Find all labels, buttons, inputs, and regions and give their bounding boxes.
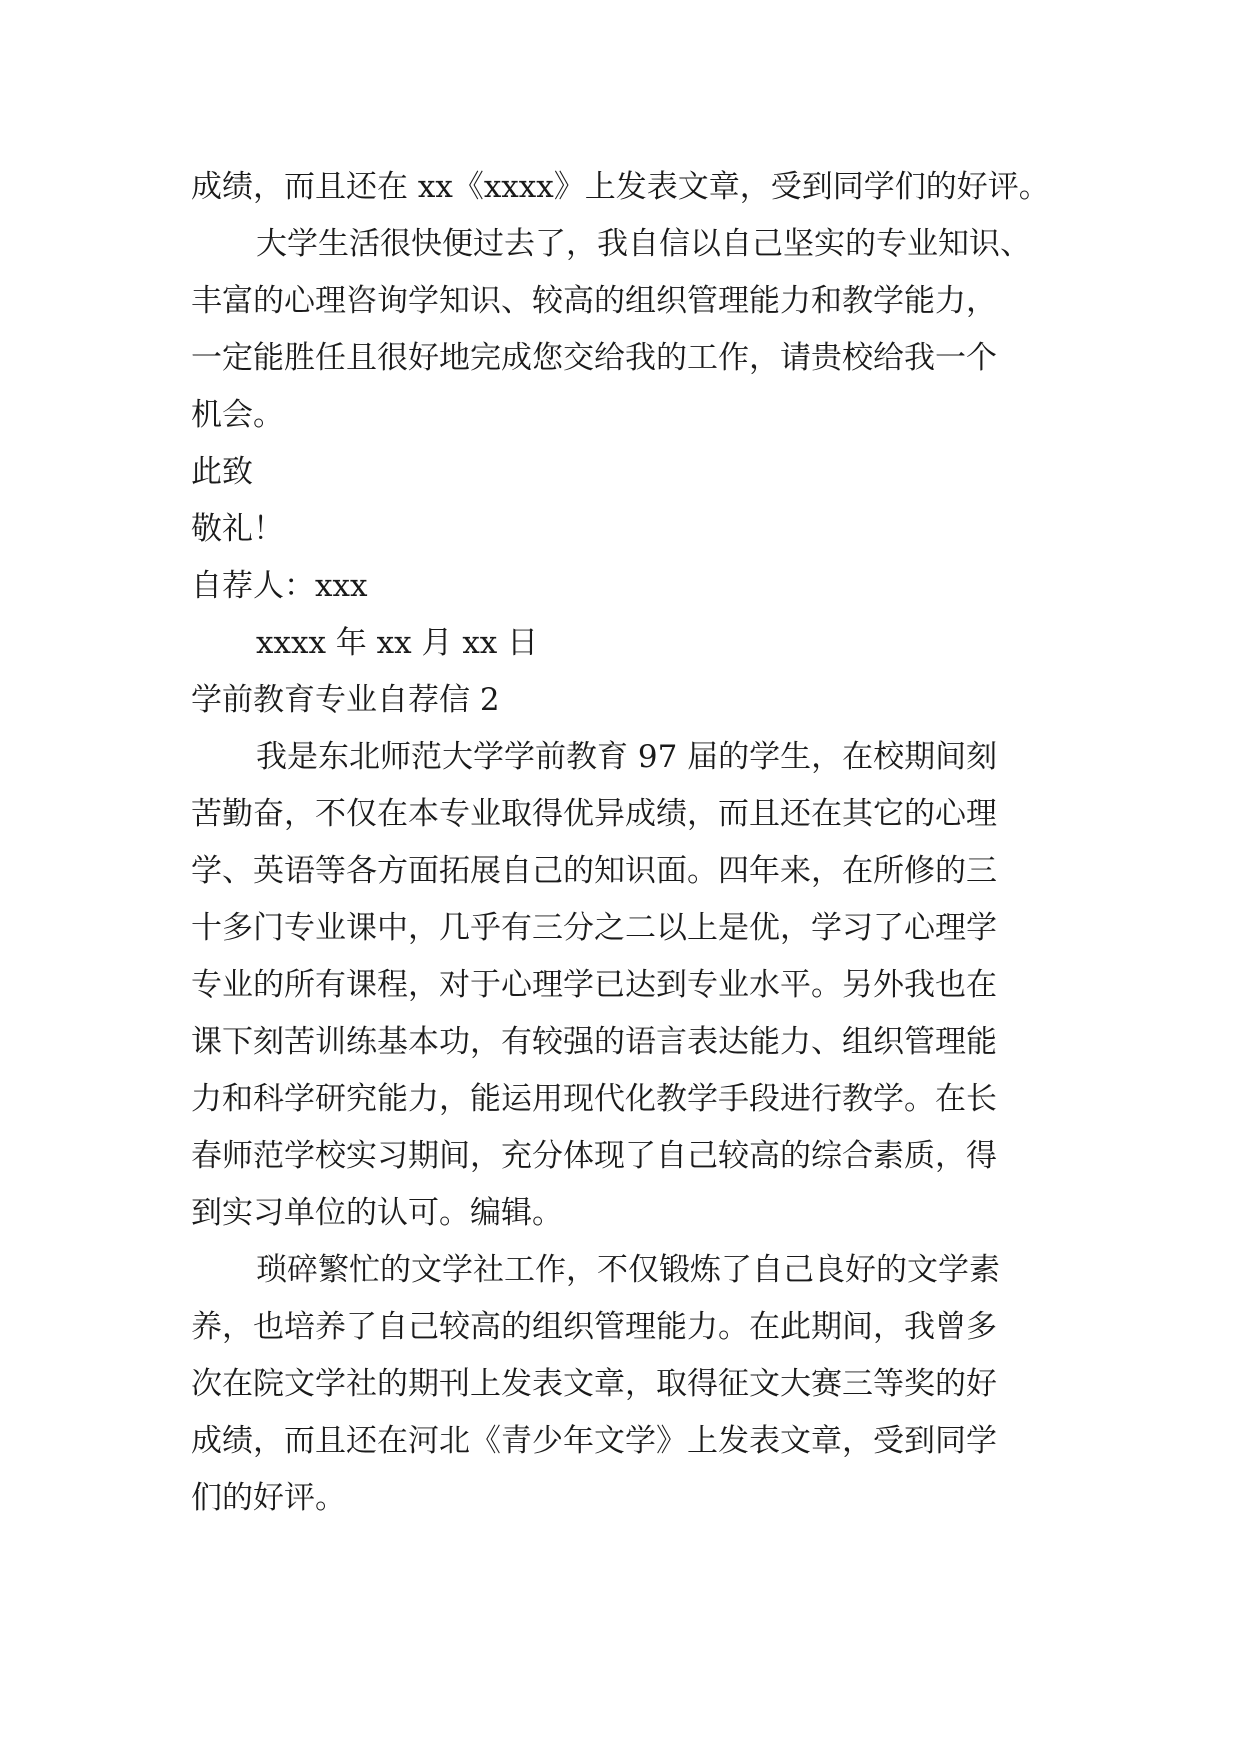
paragraph-first-line: 大学生活很快便过去了，我自信以自己坚实的专业知识、 <box>256 226 1031 262</box>
text-line: 春师范学校实习期间，充分体现了自己较高的综合素质，得 <box>191 1138 997 1174</box>
paragraph-first-line: 琐碎繁忙的文学社工作，不仅锻炼了自己良好的文学素 <box>256 1252 1000 1288</box>
date-line: xxxx 年 xx 月 xx 日 <box>256 625 539 661</box>
text-line: 学、英语等各方面拓展自己的知识面。四年来，在所修的三 <box>191 853 997 889</box>
text-line: 到实习单位的认可。编辑。 <box>191 1195 563 1231</box>
text-line: 机会。 <box>191 397 284 433</box>
text-line: 养，也培养了自己较高的组织管理能力。在此期间，我曾多 <box>191 1309 997 1345</box>
text-line: 力和科学研究能力，能运用现代化教学手段进行教学。在长 <box>191 1081 997 1117</box>
text-line: 专业的所有课程，对于心理学已达到专业水平。另外我也在 <box>191 967 997 1003</box>
text-line: 们的好评。 <box>191 1480 346 1516</box>
text-line: 苦勤奋，不仅在本专业取得优异成绩，而且还在其它的心理 <box>191 796 997 832</box>
section-heading: 学前教育专业自荐信 2 <box>191 682 500 718</box>
text-line: 成绩，而且还在 xx《xxxx》上发表文章，受到同学们的好评。 <box>191 169 1050 205</box>
text-line: 十多门专业课中，几乎有三分之二以上是优，学习了心理学 <box>191 910 997 946</box>
text-line: 次在院文学社的期刊上发表文章，取得征文大赛三等奖的好 <box>191 1366 997 1402</box>
text-line: 成绩，而且还在河北《青少年文学》上发表文章，受到同学 <box>191 1423 997 1459</box>
text-line: 课下刻苦训练基本功，有较强的语言表达能力、组织管理能 <box>191 1024 997 1060</box>
paragraph-first-line: 我是东北师范大学学前教育 97 届的学生，在校期间刻 <box>256 739 998 775</box>
closing-salutation: 此致 <box>191 454 253 490</box>
text-line: 丰富的心理咨询学知识、较高的组织管理能力和教学能力， <box>191 283 997 319</box>
closing-regards: 敬礼！ <box>191 511 284 547</box>
signature-line: 自荐人：xxx <box>191 568 368 604</box>
text-line: 一定能胜任且很好地完成您交给我的工作，请贵校给我一个 <box>191 340 997 376</box>
